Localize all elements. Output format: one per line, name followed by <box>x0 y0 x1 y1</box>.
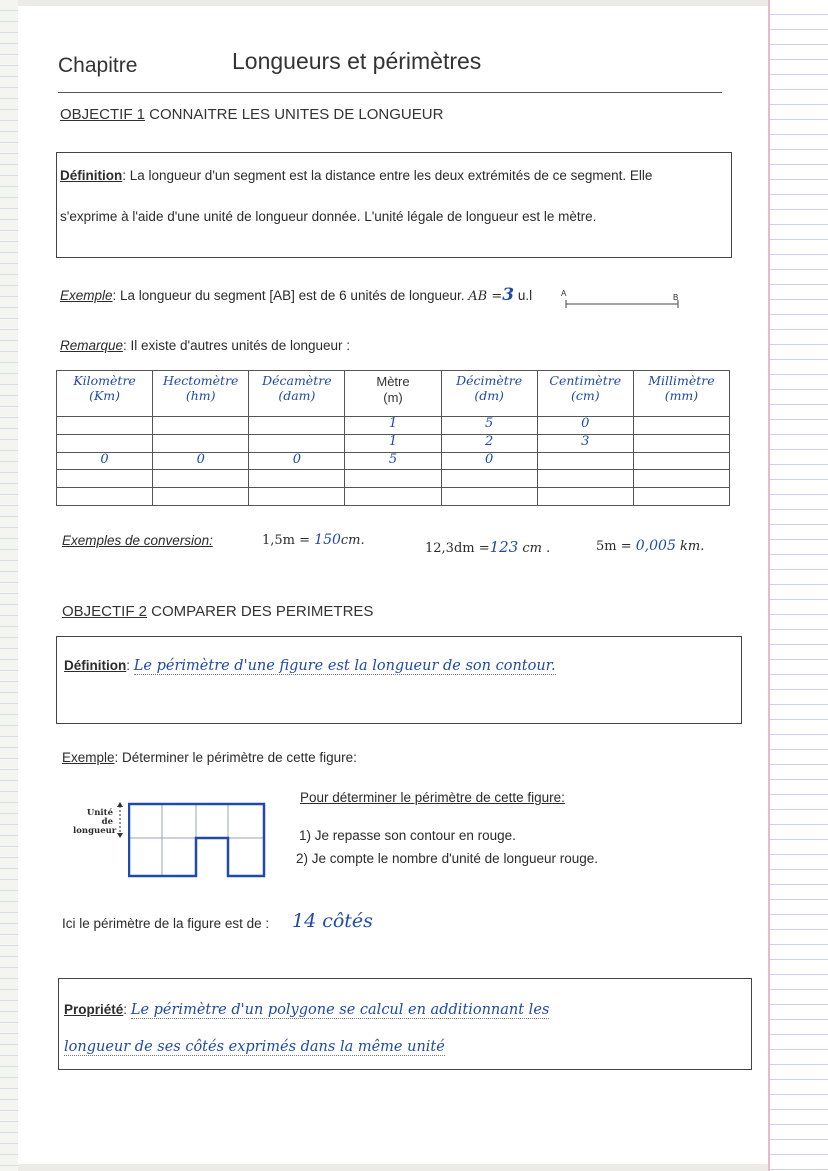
table-row <box>57 434 730 452</box>
table-cell <box>633 488 729 506</box>
unit-header-hm-name: Hectomètre <box>162 373 239 388</box>
table-row <box>57 417 730 435</box>
table-cell: 0 <box>249 452 345 470</box>
example-2-line <box>62 750 357 765</box>
unit-header-dam-name: Décamètre <box>262 373 332 388</box>
unit-header-dm-symbol: (dm) <box>474 388 504 403</box>
definition-2-label: Définition <box>64 658 127 673</box>
units-table-header-row <box>57 371 730 417</box>
unit-header-cm-name: Centimètre <box>549 373 622 388</box>
conversion-2-left: 12,3dm = <box>425 541 490 556</box>
conversion-1-answer: 150 <box>314 532 341 548</box>
conversion-3-answer: 0,005 <box>635 538 676 554</box>
objective-2-title: COMPARER DES PERIMETRES <box>147 603 374 620</box>
table-cell <box>249 470 345 488</box>
point-b-label: B <box>673 293 679 302</box>
table-cell <box>249 434 345 452</box>
example-2-text: : Déterminer le périmètre de cette figure: <box>114 750 357 765</box>
table-cell <box>537 488 633 506</box>
page-title: Longueurs et périmètres <box>232 48 482 74</box>
table-cell <box>537 452 633 470</box>
unit-length-arrow-icon <box>115 802 125 838</box>
table-cell: 2 <box>441 434 537 452</box>
example-2-label: Exemple <box>62 750 115 765</box>
unit-header-km-symbol: (Km) <box>89 388 121 403</box>
conversion-2-unit: cm . <box>522 541 551 556</box>
table-cell: 1 <box>345 417 441 435</box>
table-cell: 0 <box>57 452 153 470</box>
definition-1-text-1: : La longueur d'un segment est la distance entre les deux extrémités de ce segment. Elle <box>122 168 653 183</box>
table-cell <box>537 470 633 488</box>
objective-1-number: OBJECTIF 1 <box>60 106 146 123</box>
conversion-3 <box>596 538 704 554</box>
definition-1-text-2: s'exprime à l'aide d'une unité de longueur donnée. L'unité légale de longueur est le mètre. <box>60 209 597 224</box>
unit-length-label-line-1: Unité de <box>86 808 113 827</box>
unit-header-dam <box>249 371 345 417</box>
unit-header-dm-name: Décimètre <box>456 373 523 388</box>
conversion-3-left: 5m = <box>596 539 632 554</box>
method-title: Pour déterminer le périmètre de cette figure: <box>300 790 565 805</box>
property-line-2 <box>64 1038 724 1056</box>
unit-header-m <box>345 371 441 417</box>
table-cell <box>633 434 729 452</box>
conversion-1-unit: cm. <box>340 533 365 548</box>
table-cell <box>249 417 345 435</box>
property-text-1: Le périmètre d'un polygone se calcul en additionnant les <box>130 1002 550 1018</box>
method-step-1: 1) Je repasse son contour en rouge. <box>299 828 516 843</box>
objective-1-title: CONNAITRE LES UNITES DE LONGUEUR <box>145 106 444 123</box>
table-row <box>57 452 730 470</box>
remark-label: Remarque <box>60 338 124 353</box>
method-step-2: 2) Je compte le nombre d'unité de longueur rouge. <box>296 851 599 866</box>
property-text-2: longueur de ses côtés exprimés dans la même unité <box>64 1039 445 1055</box>
conversion-2-answer: 123 <box>489 538 519 556</box>
unit-header-mm-name: Millimètre <box>648 373 715 388</box>
definition-2-box <box>56 636 742 724</box>
unit-header-km <box>57 371 153 417</box>
table-cell <box>345 470 441 488</box>
table-cell <box>153 434 249 452</box>
table-cell <box>153 488 249 506</box>
table-cell: 3 <box>537 434 633 452</box>
example-1-text: : La longueur du segment [AB] est de 6 unités de longueur. <box>112 288 465 303</box>
chapter-label: Chapitre <box>58 54 138 77</box>
unit-header-mm-symbol: (mm) <box>664 388 699 403</box>
unit-header-cm <box>537 371 633 417</box>
unit-header-cm-symbol: (cm) <box>570 388 600 403</box>
remark-line <box>60 338 350 353</box>
conversion-1-left: 1,5m = <box>262 533 311 548</box>
conversion-1 <box>262 532 365 548</box>
table-cell <box>57 434 153 452</box>
unit-header-hm-symbol: (hm) <box>185 388 216 403</box>
unit-length-label <box>73 808 117 836</box>
unit-header-dam-symbol: (dam) <box>278 388 316 403</box>
perimeter-figure <box>128 802 268 878</box>
unit-header-m-symbol: (m) <box>383 390 403 405</box>
table-cell: 5 <box>441 417 537 435</box>
table-cell <box>633 452 729 470</box>
table-cell: 5 <box>345 452 441 470</box>
objective-2-number: OBJECTIF 2 <box>62 603 148 620</box>
unit-header-km-name: Kilomètre <box>73 373 136 388</box>
definition-1-label: Définition <box>60 168 123 183</box>
example-1-unit: u.l <box>517 288 533 303</box>
conversion-label: Exemples de conversion: <box>62 533 213 548</box>
objective-1-heading <box>60 106 443 123</box>
table-cell: 0 <box>153 452 249 470</box>
definition-2-answer: Le périmètre d'une figure est la longueur de son contour. <box>133 658 556 674</box>
table-cell: 0 <box>537 417 633 435</box>
table-cell <box>57 488 153 506</box>
unit-header-dm <box>441 371 537 417</box>
table-cell <box>153 470 249 488</box>
property-label: Propriété <box>64 1002 124 1017</box>
definition-2-line <box>64 658 764 674</box>
result-label: Ici le périmètre de la figure est de : <box>62 916 270 931</box>
unit-header-hm <box>153 371 249 417</box>
table-cell <box>57 470 153 488</box>
property-line-1 <box>64 1002 744 1018</box>
example-1-line <box>60 285 532 305</box>
example-1-formula: AB = <box>468 289 503 304</box>
definition-2-prefix: : <box>126 658 131 673</box>
table-cell <box>153 417 249 435</box>
table-cell <box>633 470 729 488</box>
result-answer: 14 côtés <box>292 910 373 932</box>
notebook-left-edge <box>0 0 18 1171</box>
property-prefix: : <box>123 1002 128 1017</box>
units-table <box>56 370 730 506</box>
table-cell <box>633 417 729 435</box>
unit-length-label-line-2: longueur <box>73 826 117 836</box>
remark-text: : Il existe d'autres unités de longueur : <box>123 338 350 353</box>
unit-header-mm <box>633 371 729 417</box>
table-cell <box>441 470 537 488</box>
title-divider <box>58 92 722 93</box>
conversion-3-unit: km. <box>680 539 705 554</box>
table-row <box>57 470 730 488</box>
table-cell <box>249 488 345 506</box>
table-cell <box>345 488 441 506</box>
notebook-margin <box>768 0 828 1171</box>
example-1-answer: 3 <box>502 285 515 305</box>
segment-ab <box>560 296 684 310</box>
property-box <box>58 978 752 1070</box>
unit-header-m-name: Mètre <box>376 374 410 389</box>
example-1-label: Exemple <box>60 288 113 303</box>
conversion-2 <box>425 538 550 556</box>
objective-2-heading <box>62 603 373 620</box>
point-a-label: A <box>561 289 567 298</box>
table-cell: 1 <box>345 434 441 452</box>
table-cell <box>441 488 537 506</box>
table-cell <box>57 417 153 435</box>
table-cell: 0 <box>441 452 537 470</box>
table-row <box>57 488 730 506</box>
definition-1-line-1 <box>60 168 726 183</box>
